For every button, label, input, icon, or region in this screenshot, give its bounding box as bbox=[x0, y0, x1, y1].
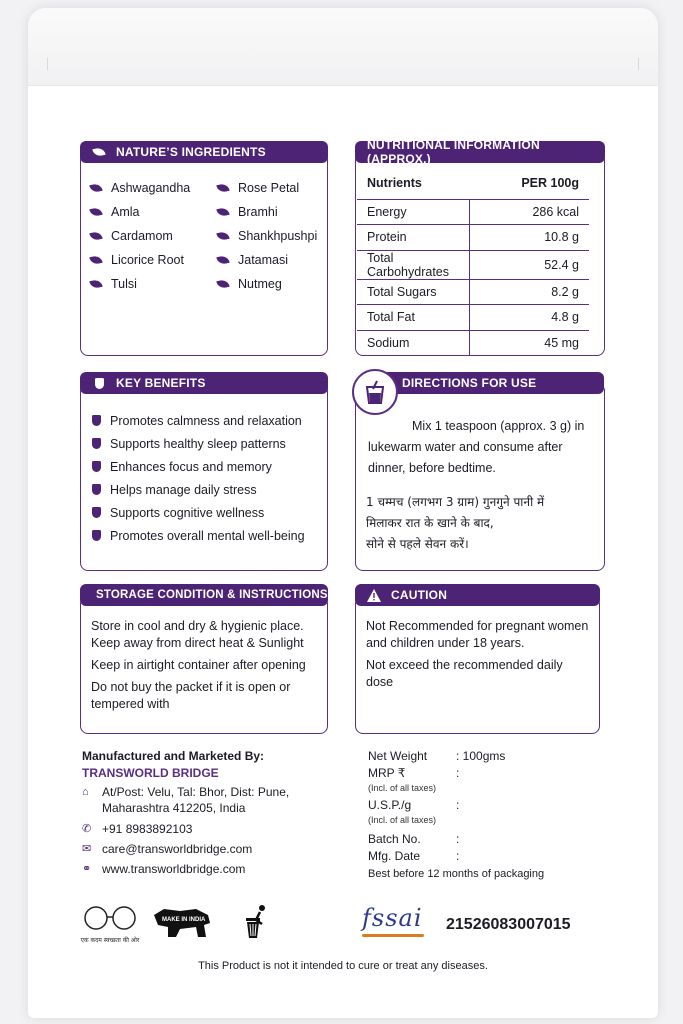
table-header-row: Nutrients PER 100g bbox=[357, 168, 589, 199]
list-item: Supports healthy sleep patterns bbox=[92, 432, 305, 455]
usp-note: (Incl. of all taxes) bbox=[368, 815, 437, 825]
list-item: Promotes calmness and relaxation bbox=[92, 409, 305, 432]
storage-text bbox=[91, 618, 323, 713]
leaf-icon bbox=[89, 231, 102, 241]
shield-icon bbox=[92, 461, 101, 472]
nutrition-header bbox=[355, 138, 605, 166]
email-address: care@transworldbridge.com bbox=[102, 842, 253, 856]
mrp-note: (Incl. of all taxes) bbox=[368, 783, 437, 793]
nutrition-table bbox=[357, 168, 589, 356]
leaf-icon bbox=[89, 255, 102, 265]
leaf-icon bbox=[89, 183, 102, 193]
ingredients-list-col2 bbox=[217, 176, 317, 296]
ingredients-header bbox=[80, 141, 328, 163]
shield-icon bbox=[92, 484, 101, 495]
table-row: Protein 10.8 g bbox=[357, 225, 589, 251]
usp-label: U.S.P./g bbox=[368, 798, 412, 812]
benefits-header bbox=[80, 372, 328, 394]
manufacturer-name: TRANSWORLD BRIDGE bbox=[82, 766, 219, 780]
list-item: Shankhpushpi bbox=[217, 224, 317, 248]
warning-icon bbox=[363, 589, 385, 602]
table-row: Total Carbohydrates 52.4 g bbox=[357, 250, 589, 279]
list-item: Nutmeg bbox=[217, 272, 317, 296]
phone-icon: ✆ bbox=[82, 823, 92, 835]
leaf-icon bbox=[216, 279, 229, 289]
list-item: Rose Petal bbox=[217, 176, 317, 200]
email-icon: ✉ bbox=[82, 843, 92, 855]
caution-title: CAUTION bbox=[391, 588, 448, 602]
phone-number: +91 8983892103 bbox=[102, 822, 193, 836]
swachh-bharat-logo bbox=[76, 905, 144, 944]
fssai-license-number: 21526083007015 bbox=[446, 916, 571, 933]
fssai-text: fssai bbox=[362, 904, 423, 932]
storage-item: Do not buy the packet if it is open or tempered with bbox=[91, 680, 291, 711]
make-in-india-text: MAKE IN INDIA bbox=[162, 917, 206, 923]
benefits-title: KEY BENEFITS bbox=[116, 376, 206, 390]
fssai-logo bbox=[362, 904, 432, 942]
list-item: Promotes overall mental well-being bbox=[92, 524, 305, 547]
table-row: Energy 286 kcal bbox=[357, 199, 589, 225]
best-before: Best before 12 months of packaging bbox=[368, 868, 545, 880]
mrp-label: MRP ₹ bbox=[368, 766, 406, 780]
directions-header bbox=[380, 372, 604, 394]
list-item: Licorice Root bbox=[90, 248, 190, 272]
home-icon: ⌂ bbox=[82, 786, 89, 798]
shield-icon bbox=[88, 378, 110, 389]
benefits-list bbox=[92, 409, 305, 547]
leaf-icon bbox=[89, 207, 102, 217]
batch-label: Batch No. bbox=[368, 832, 421, 846]
list-item: Enhances focus and memory bbox=[92, 455, 305, 478]
cup-icon bbox=[352, 369, 398, 415]
tear-notch-right bbox=[638, 58, 658, 70]
address-line: Maharashtra 412205, India bbox=[102, 801, 246, 815]
make-in-india-logo bbox=[150, 905, 214, 941]
leaf-icon bbox=[88, 148, 110, 156]
caution-text bbox=[366, 618, 591, 691]
caution-item: Not exceed the recommended daily dose bbox=[366, 658, 563, 689]
globe-icon: ⚭ bbox=[82, 863, 92, 875]
manufacturer-block bbox=[82, 749, 342, 876]
disclaimer-text: This Product is not it intended to cure or treat any diseases. bbox=[198, 960, 488, 972]
list-item: Amla bbox=[90, 200, 190, 224]
list-item: Jatamasi bbox=[217, 248, 317, 272]
storage-item: Keep in airtight container after opening bbox=[91, 658, 306, 672]
ingredients-list-col1 bbox=[90, 176, 190, 296]
list-item: Supports cognitive wellness bbox=[92, 501, 305, 524]
product-specs: Net Weight : 100gms MRP ₹ : (Incl. of all taxes) U.S.P./g : (Incl. of all taxes) Batch No. : Mfg. Date : Best before 12 months of packaging bbox=[368, 749, 608, 882]
swachh-slogan: एक कदम स्वच्छता की ओर bbox=[80, 937, 140, 944]
leaf-icon bbox=[216, 183, 229, 193]
shield-icon bbox=[92, 530, 101, 541]
storage-item: Store in cool and dry & hygienic place. Keep away from direct heat & Sunlight bbox=[91, 619, 304, 650]
leaf-icon bbox=[216, 231, 229, 241]
storage-header bbox=[80, 584, 328, 606]
directions-hindi: 1 चम्मच (लगभग 3 ग्राम) गुनगुने पानी में मिलाकर रात के खाने के बाद, सोने से पहले सेवन करें। bbox=[366, 495, 545, 551]
table-row: Total Fat 4.8 g bbox=[357, 305, 589, 331]
list-item: Helps manage daily stress bbox=[92, 478, 305, 501]
pouch-top-seal bbox=[28, 8, 658, 86]
shield-icon bbox=[92, 507, 101, 518]
table-row: Total Sugars 8.2 g bbox=[357, 279, 589, 305]
dispose-bin-icon bbox=[242, 904, 272, 940]
table-row: Sodium 45 mg bbox=[357, 330, 589, 356]
storage-title: STORAGE CONDITION & INSTRUCTIONS bbox=[96, 589, 328, 601]
list-item: Tulsi bbox=[90, 272, 190, 296]
leaf-icon bbox=[216, 255, 229, 265]
directions-title: DIRECTIONS FOR USE bbox=[402, 376, 537, 390]
manufacturer-label: Manufactured and Marketed By: bbox=[82, 749, 265, 763]
mfg-date-label: Mfg. Date bbox=[368, 849, 421, 863]
shield-icon bbox=[92, 438, 101, 449]
list-item: Ashwagandha bbox=[90, 176, 190, 200]
tear-notch-left bbox=[28, 58, 48, 70]
leaf-icon bbox=[216, 207, 229, 217]
list-item: Bramhi bbox=[217, 200, 317, 224]
caution-header bbox=[355, 584, 600, 606]
list-item: Cardamom bbox=[90, 224, 190, 248]
shield-icon bbox=[92, 415, 101, 426]
directions-english: Mix 1 teaspoon (approx. 3 g) in lukewarm water and consume after dinner, before bedtime. bbox=[368, 419, 585, 475]
leaf-icon bbox=[89, 279, 102, 289]
caution-item: Not Recommended for pregnant women and children under 18 years. bbox=[366, 619, 589, 650]
net-weight-label: Net Weight bbox=[368, 749, 428, 763]
net-weight-value: : 100gms bbox=[456, 749, 506, 763]
ingredients-title: NATURE’S INGREDIENTS bbox=[116, 145, 266, 159]
address-line: At/Post: Velu, Tal: Bhor, Dist: Pune, bbox=[102, 785, 290, 799]
website-url: www.transworldbridge.com bbox=[102, 862, 246, 876]
nutrition-title: NUTRITIONAL INFORMATION (APPROX.) bbox=[367, 138, 540, 166]
